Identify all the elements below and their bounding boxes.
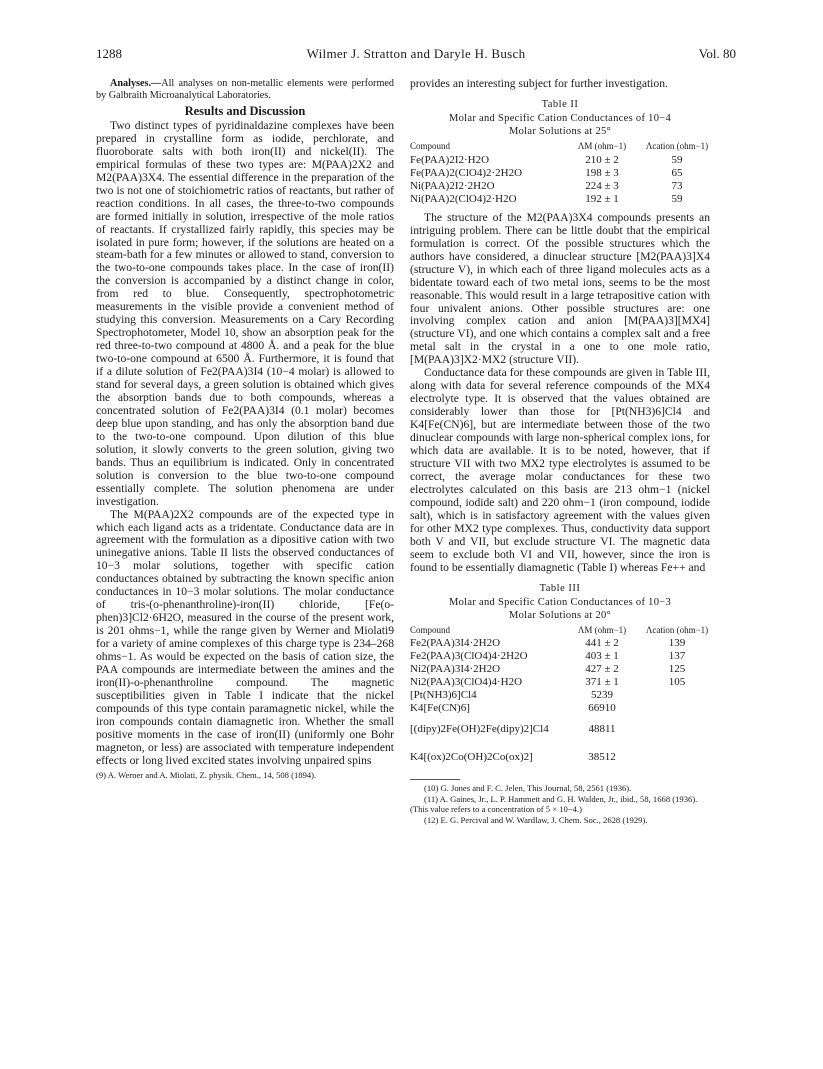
table-cell: Fe(PAA)2I2·H2O (410, 153, 490, 166)
table-cell: Ni2(PAA)3I4·2H2O (410, 663, 501, 676)
table-row (410, 689, 710, 702)
table-caption-line: Molar and Specific Cation Conductances of 10−4 (448, 112, 672, 124)
table-caption-line: Molar Solutions at 25° (508, 125, 612, 137)
table-cell: 441 ± 2 (585, 637, 619, 650)
page-header (96, 46, 736, 64)
table-cell: Ni2(PAA)3(ClO4)4·H2O (410, 676, 523, 689)
continuation-paragraph: provides an interesting subject for further investigation. (410, 77, 668, 90)
body-paragraph: The structure of the M2(PAA)3X4 compounds presents an intriguing problem. There can be little doubt that the empirical formulation is correct. Of the possible structures which the authors have considered, a dinuclear structure [M2(PAA)3]X4 (structure V), in which each of three ligand molecules acts as a bidentate toward each of two metal ions, seems to be the most reasonable. This would result in a large tetrapositive cation with four univalent anions. Other possible structures are: one involving complex cation and anion [M(PAA)3][MX4] (structure VI), and one which contains a complex salt and a free metal salt in the crystal in a one to one mole ratio, [M(PAA)3]X2·MX2 (structure VII). (410, 210, 710, 367)
table-cell: 371 ± 1 (585, 676, 619, 689)
col-header-compound: Compound (410, 140, 451, 151)
table-header-row (410, 140, 710, 154)
body-paragraph: Two distinct types of pyridinaldazine complexes have been prepared in crystalline form as iodide, perchlorate, and fluoroborate salts with both iron(II) and nickel(II). The empirical formulas of these two types are: M(PAA)2X2 and M2(PAA)3X4. The essential difference in the preparation of the two is not one of stoichiometric ratios of reactants, but rather of reaction conditions. In all cases, the three-to-two compounds are formed initially in solution, irrespective of the mole ratios of reactants. If crystallized fairly rapidly, this species may be isolated in pure form; however, if the solutions are heated on a steam-bath for a few minutes or allowed to stand, conversion to the two-to-one compounds takes place. In the case of iron(II) the conversion is accompanied by a distinct change in color, from red to blue. Consequently, spectrophotometric measurements in the visible provide a convenient method of studying this conversion. Measurements on a Cary Recording Spectrophotometer, Model 10, show an absorption peak for the red three-to-two compound at 4800 Å. and a peak for the blue two-to-one compound at 6500 Å. Furthermore, it is found that if a dilute solution of Fe2(PAA)3I4 (10−4 molar) is allowed to stand for several days, a green solution is obtained which gives the absorption bands due to both compounds, whereas a concentrated solution of Fe2(PAA)3I4 (0.1 molar) becomes deep blue upon standing, and has only the absorption band due to the two-to-one compound. Upon dilution of this blue solution, it slowly converts to the green solution, giving two bands. Thus an equilibrium is indicated. Only in concentrated solution is conversion to the blue two-to-one compound essentially complete. The solution phenomena are under investigation. (96, 118, 394, 508)
table-cell: 65 (671, 166, 683, 179)
table-title: Table III (539, 582, 581, 594)
col-header-molar: ΛM (ohm−1) (577, 140, 627, 151)
table-row (410, 167, 710, 180)
section-heading: Results and Discussion (184, 104, 306, 118)
table-cell: 198 ± 3 (585, 166, 619, 179)
table-cell: Ni(PAA)2I2·2H2O (410, 179, 495, 192)
table-cell: Fe(PAA)2(ClO4)2·2H2O (410, 166, 523, 179)
table-2 (410, 140, 710, 206)
footnote: (10) G. Jones and F. C. Jelen, This Journal, 58, 2561 (1936). (424, 783, 632, 794)
table-cell: 224 ± 3 (585, 179, 619, 192)
table-cell: 105 (668, 676, 686, 689)
left-column (96, 78, 394, 780)
table-cell: 137 (668, 650, 686, 663)
table-row (410, 743, 710, 771)
table-cell: Fe2(PAA)3(ClO4)4·2H2O (410, 650, 528, 663)
body-paragraph: The M(PAA)2X2 compounds are of the expected type in which each ligand acts as a tridentate. Conductance data are in agreement with the formulation as a dipositive cation with two uninegative anions. Table II lists the observed conductances of 10−3 molar solutions, together with specific cation conductances obtained by subtracting the known specific anion conductances in 10−3 molar solutions. The molar conductance of tris-(o-phenanthroline)-iron(II) chloride, [Fe(o-phen)3]Cl2·6H2O, measured in the course of the present work, is 201 ohms−1, while the range given by Werner and Miolati9 for a variety of amine complexes of this charge type is 234–268 ohms−1. As would be expected on the basis of cation size, the PAA compounds are intermediate between the amines and the iron(II)-o-phenanthroline compound. The magnetic susceptibilities given in Table I indicate that the nickel compounds of this type contain paramagnetic nickel, while the iron compounds contain diamagnetic iron. Whether the small positive moments in the case of iron(II) (uniformly one Bohr magneton, or less) are associated with temperature independent effects or long lived excited states involving unpaired spins (96, 507, 394, 767)
analyses-text: All analyses on non-metallic elements were performed by Galbraith Microanalytical Laboratories. (96, 78, 394, 101)
table-cell: 192 ± 1 (585, 192, 619, 205)
footnote: (11) A. Gaines, Jr., L. P. Hammett and G. H. Walden, Jr., ibid., 58, 1668 (1936). (This value refers to a concentration of 5 × 10−4.) (410, 793, 698, 815)
table-cell (644, 689, 710, 702)
footnote-divider (410, 779, 460, 780)
col-header-cation: Λcation (ohm−1) (645, 140, 709, 151)
table-3 (410, 624, 710, 772)
table-cell: [(dipy)2Fe(OH)2Fe(dipy)2]Cl4 (410, 722, 549, 735)
right-column (410, 78, 710, 825)
body-paragraph: Conductance data for these compounds are given in Table III, along with data for several reference compounds of the MX4 electrolyte type. It is observed that the values obtained are considerably lower than those for [Pt(NH3)6]Cl4 and K4[Fe(CN)6], but are intermediate between those of the two dinuclear compounds with large non-spherical complex ions, for which data are available. It is to be noted, however, that if structure VII with two MX2 type electrolytes is assumed to be correct, the average molar conductances for these two electrolytes calculated on this basis are 213 ohm−1 (nickel compound, iodide salt) and 220 ohm−1 (iron compound, iodide salt), which is in satisfactory agreement with the values given for other MX2 type complexes. Thus, conductivity data support both V and VII, but exclude structure VI. The magnetic data seem to exclude both VI and VII, however, since the iron is found to be essentially diamagnetic (Table I) whereas Fe++ and (410, 366, 710, 574)
table-cell: 427 ± 2 (585, 663, 619, 676)
table-caption (410, 596, 710, 622)
table-cell: 139 (668, 637, 686, 650)
col-header-compound: Compound (410, 624, 451, 635)
table-cell: 38512 (588, 750, 616, 763)
volume-label: Vol. 80 (698, 46, 736, 61)
table-cell: K4[Fe(CN)6] (410, 702, 470, 715)
table-row (410, 650, 710, 663)
table-caption (410, 112, 710, 138)
table-row (410, 715, 710, 743)
table-cell: 48811 (588, 722, 616, 735)
table-cell: 403 ± 1 (585, 650, 619, 663)
analyses-paragraph (96, 78, 394, 102)
table-cell (644, 715, 710, 743)
table-cell: 73 (671, 179, 683, 192)
table-header-row (410, 624, 710, 638)
table-cell: 59 (671, 153, 683, 166)
analyses-runin-heading: Analyses.— (110, 78, 162, 89)
footnote: (9) A. Werner and A. Miolati, Z. physik. Chem., 14, 508 (1894). (96, 769, 317, 780)
table-row (410, 663, 710, 676)
table-row (410, 154, 710, 167)
table-title: Table II (541, 98, 579, 110)
page-number: 1288 (96, 46, 122, 61)
col-header-cation: Λcation (ohm−1) (645, 624, 709, 635)
table-cell: Ni(PAA)2(ClO4)2·H2O (410, 192, 517, 205)
footnote: (12) E. G. Percival and W. Wardlaw, J. Chem. Soc., 2628 (1929). (424, 814, 648, 825)
table-cell (644, 702, 710, 715)
table-cell: K4[(ox)2Co(OH)2Co(ox)2] (410, 750, 533, 763)
table-cell: 210 ± 2 (585, 153, 619, 166)
table-cell (644, 743, 710, 771)
table-row (410, 180, 710, 193)
running-title: Wilmer J. Stratton and Daryle H. Busch (306, 46, 526, 61)
table-caption-line: Molar Solutions at 20° (508, 609, 612, 621)
table-row (410, 193, 710, 206)
table-row (410, 676, 710, 689)
table-cell: 5239 (591, 689, 613, 702)
table-caption-line: Molar and Specific Cation Conductances of 10−3 (448, 596, 672, 608)
table-cell: 66910 (588, 702, 616, 715)
table-cell: [Pt(NH3)6]Cl4 (410, 689, 477, 702)
table-cell: Fe2(PAA)3I4·2H2O (410, 637, 501, 650)
table-cell: 125 (668, 663, 686, 676)
table-row (410, 637, 710, 650)
col-header-molar: ΛM (ohm−1) (577, 624, 627, 635)
table-row (410, 702, 710, 715)
table-cell: 59 (671, 192, 683, 205)
